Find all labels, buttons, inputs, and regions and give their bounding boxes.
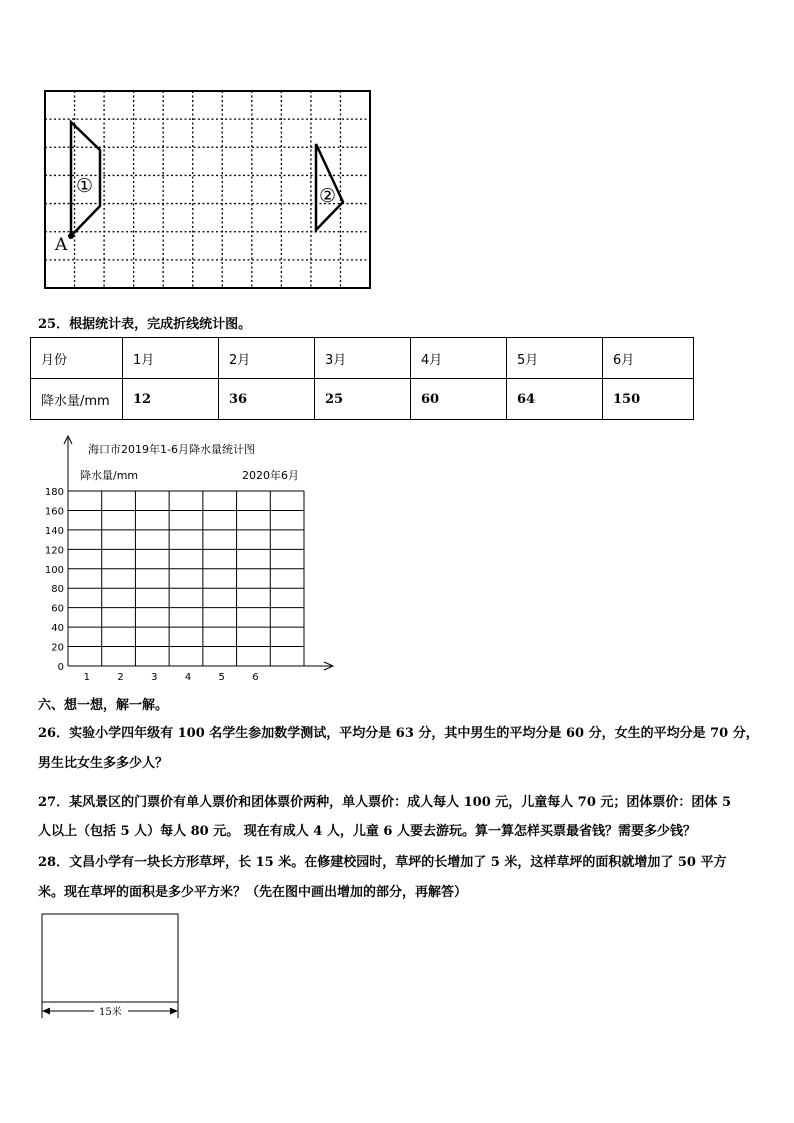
q27-line2: 人以上（包括 5 人）每人 80 元。 现在有成人 4 人，儿童 6 人要去游玩。算一算怎样买票最省钱？需要多少钱？ (38, 824, 696, 839)
table-header-cell: 3月 (315, 338, 411, 379)
y-tick-label: 160 (44, 506, 64, 518)
x-tick-label: 4 (184, 672, 192, 682)
table-row (31, 379, 694, 420)
y-tick-label: 140 (44, 525, 64, 537)
table-cell: 60 (411, 379, 507, 420)
lawn-rectangle (42, 914, 178, 1002)
x-tick-label: 6 (252, 672, 259, 682)
x-tick-label: 5 (218, 672, 225, 682)
table-row-label: 降水量/mm (31, 379, 123, 420)
q28-line1: 28．文昌小学有一块长方形草坪，长 15 米。在修建校园时，草坪的长增加了 5 米，这样草坪的面积就增加了 50 平方 (38, 855, 727, 870)
table-cell: 25 (315, 379, 411, 420)
table-header-cell: 5月 (507, 338, 603, 379)
table-cell: 64 (507, 379, 603, 420)
chart-date: 2020年6月 (242, 469, 299, 482)
lawn-figure (36, 908, 186, 1022)
y-tick-label: 60 (51, 603, 64, 615)
grid-figure (38, 84, 378, 294)
table-header-cell: 4月 (411, 338, 507, 379)
table-cell: 36 (219, 379, 315, 420)
q28-line2: 米。现在草坪的面积是多少平方米？（先在图中画出增加的部分，再解答） (38, 885, 468, 900)
y-tick-label: 80 (51, 584, 64, 596)
table-header-cell: 6月 (603, 338, 694, 379)
point-a-dot (68, 233, 74, 239)
table-header-cell: 2月 (219, 338, 315, 379)
point-a-label: A (55, 235, 68, 255)
y-tick-label: 0 (57, 662, 64, 673)
shape-1-label: ① (76, 175, 94, 197)
rainfall-chart (36, 432, 336, 682)
table-header-row (31, 338, 694, 379)
x-tick-label: 1 (83, 672, 91, 682)
section-6-title: 六、想一想，解一解。 (38, 698, 169, 713)
x-tick-label: 3 (151, 672, 158, 682)
dimension-label: 15米 (99, 1007, 122, 1018)
table-header-cell: 月份 (31, 338, 123, 379)
y-tick-label: 120 (44, 545, 64, 557)
chart-title: 海口市2019年1-6月降水量统计图 (88, 443, 255, 456)
x-tick-label: 2 (117, 672, 124, 682)
shape-2-label: ② (319, 185, 337, 207)
table-cell: 150 (603, 379, 694, 420)
dimension-arrow-left (43, 1008, 50, 1014)
table-cell: 12 (123, 379, 219, 420)
q27-line1: 27．某风景区的门票价有单人票价和团体票价两种，单人票价：成人每人 100 元，儿童每人 70 元；团体票价：团体 5 (38, 795, 731, 810)
y-tick-label: 180 (44, 487, 64, 498)
q26-line2: 男生比女生多多少人？ (38, 756, 169, 771)
q25-text: 25．根据统计表，完成折线统计图。 (38, 317, 252, 332)
y-tick-label: 20 (51, 642, 64, 654)
q26-line1: 26．实验小学四年级有 100 名学生参加数学测试，平均分是 63 分，其中男生的平均分是 60 分，女生的平均分是 70 分， (38, 726, 759, 741)
dimension-arrow-right (170, 1008, 177, 1014)
table-header-cell: 1月 (123, 338, 219, 379)
chart-ylabel: 降水量/mm (80, 469, 139, 482)
y-tick-label: 100 (44, 564, 64, 576)
y-tick-label: 40 (51, 623, 64, 635)
rainfall-table (30, 337, 694, 420)
